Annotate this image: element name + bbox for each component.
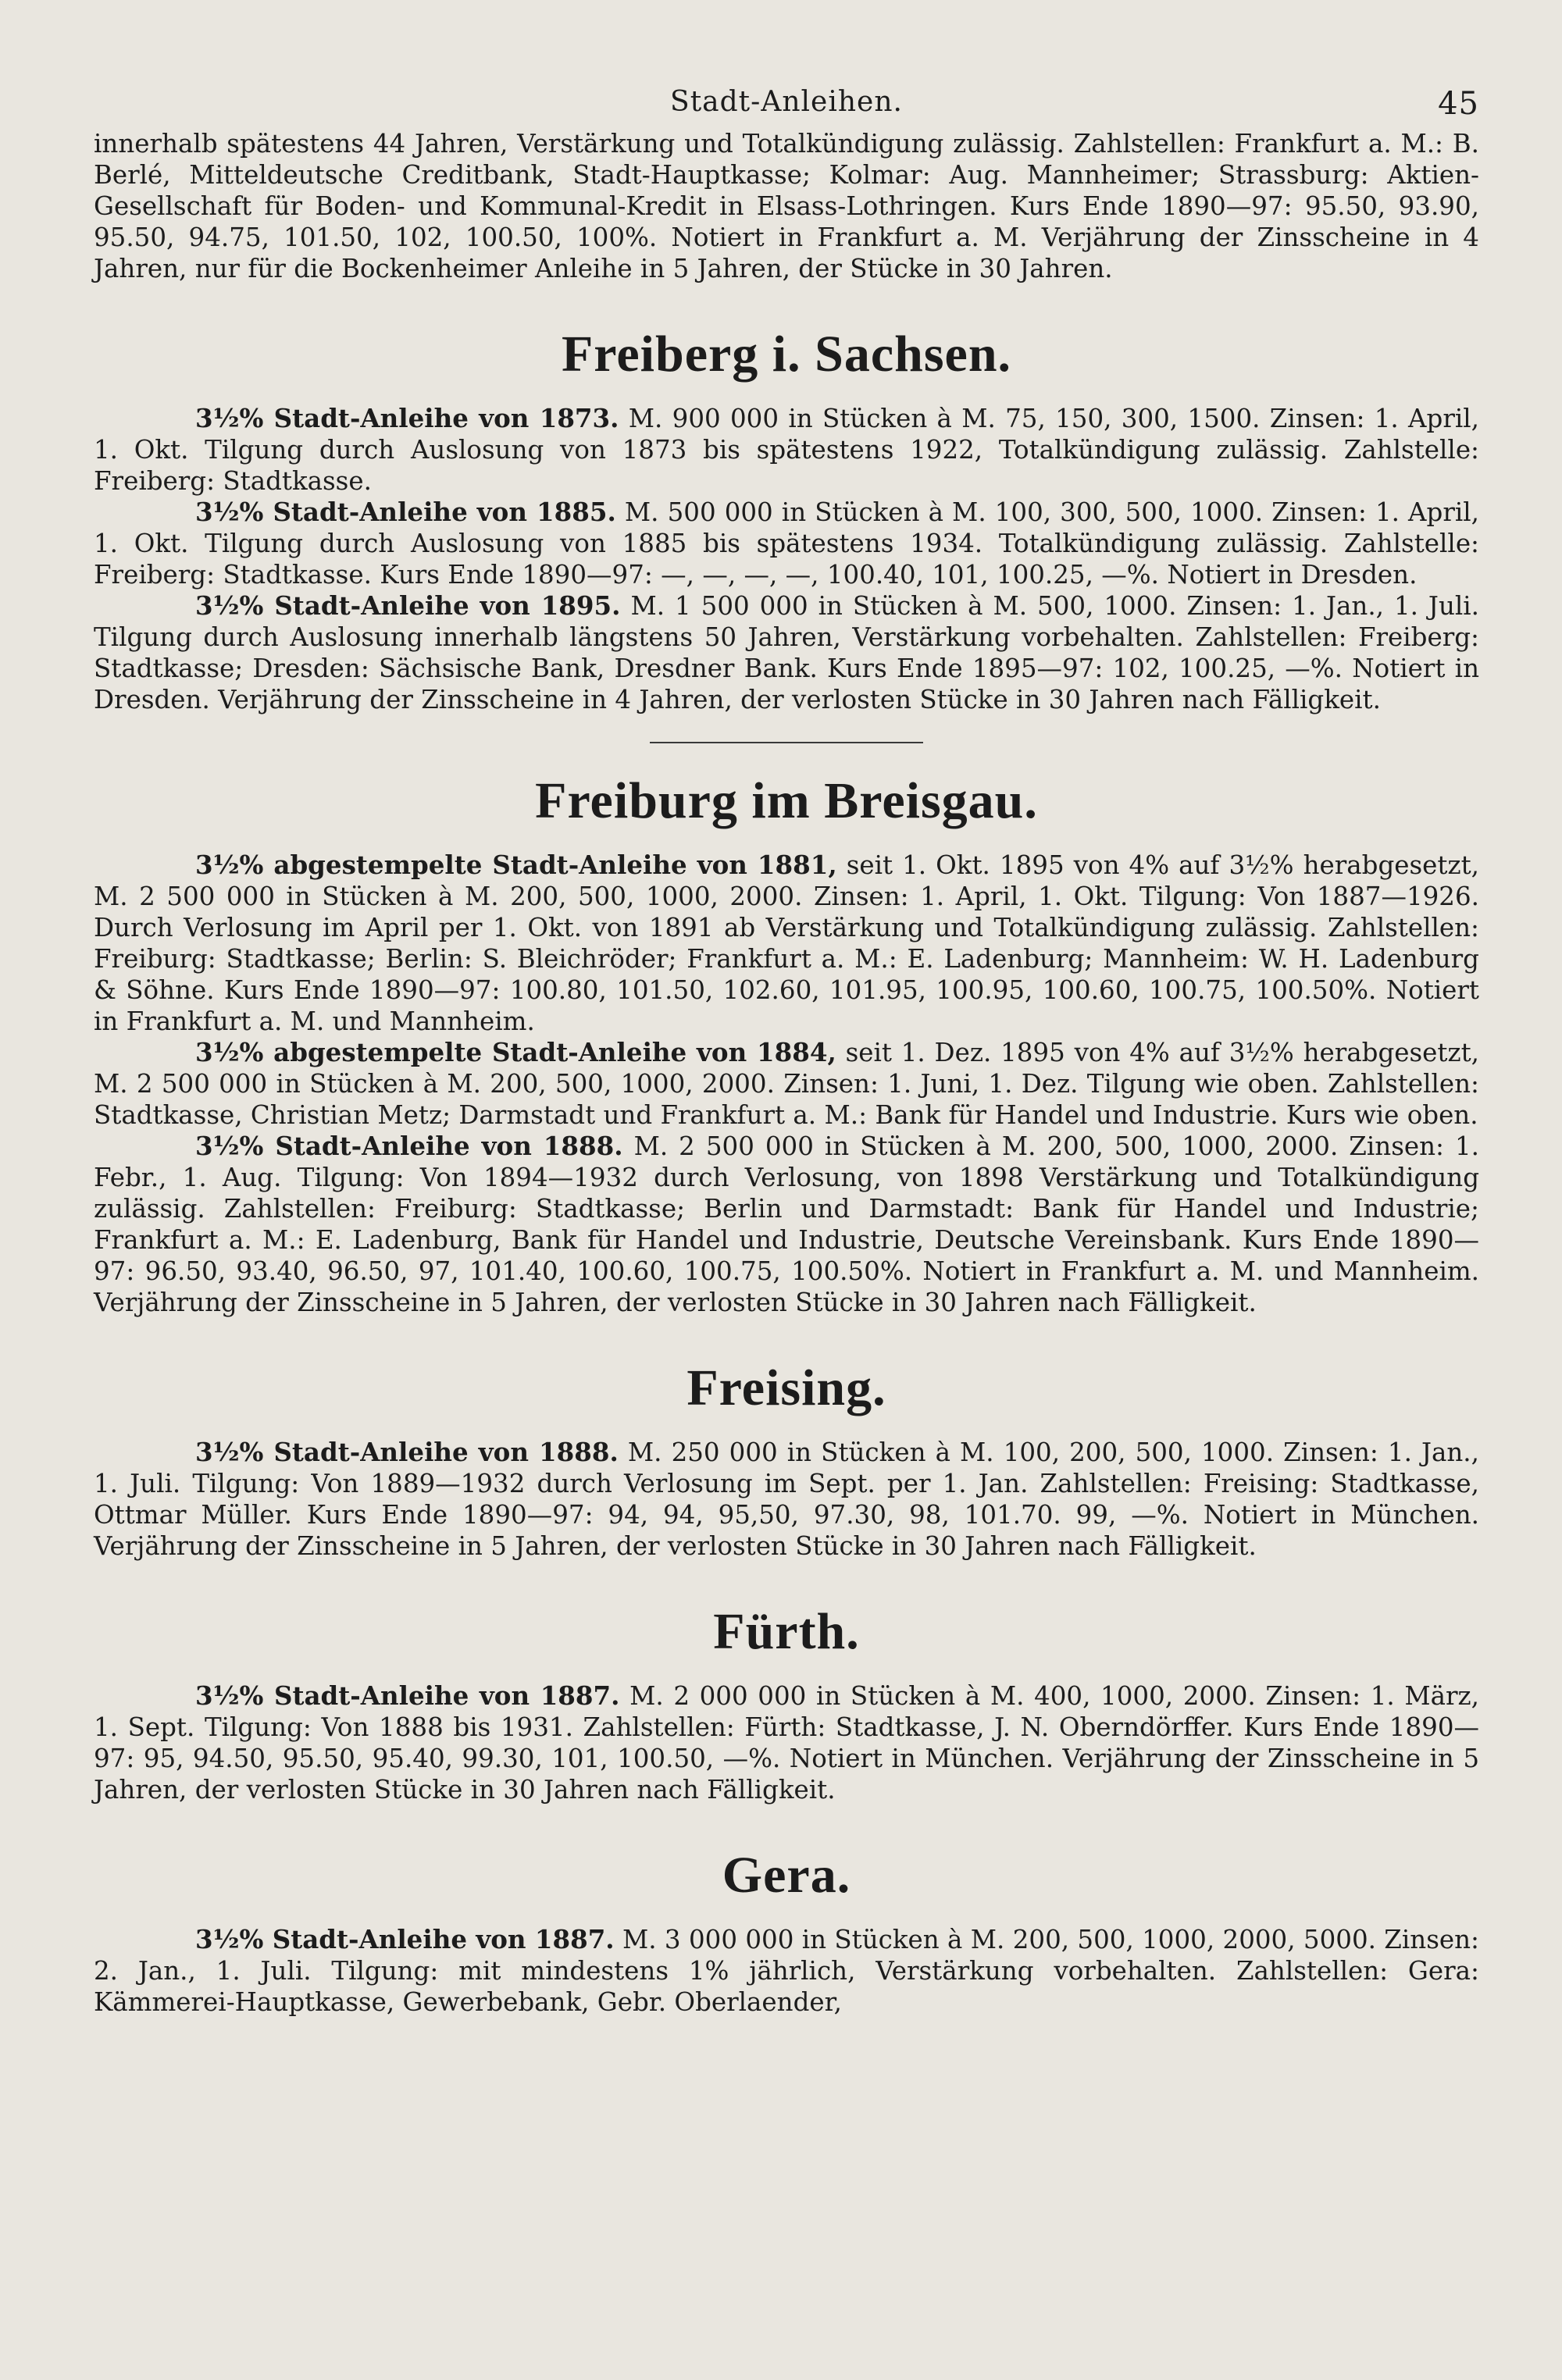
- entry-freiburg-1881: [94, 850, 1479, 1037]
- intro-paragraph: innerhalb spätestens 44 Jahren, Verstärkung und Totalkündigung zulässig. Zahlstellen: Frankfurt a. M.: B. Berlé, Mitteldeutsche Creditbank, Stadt-Hauptkasse; Kolmar: Aug. Mannheimer; Strassburg: Aktien-Gesellschaft für Boden- und Kommunal-Kredit in Elsass-Lothringen. Kurs Ende 1890—97: 95.50, 93.90, 95.50, 94.75, 101.50, 102, 100.50, 100%. Notiert in Frankfurt a. M. Verjährung der Zinsscheine in 4 Jahren, nur für die Bockenheimer Anleihe in 5 Jahren, der Stücke in 30 Jahren.: [94, 129, 1479, 283]
- entry-freising-1888: [94, 1437, 1479, 1562]
- entry-text: seit 1. Dez. 1895 von 4% auf 3½% herabgesetzt, M. 2 500 000 in Stücken à M. 200, 500, 1000, 2000. Zinsen: 1. Juni, 1. Dez. Tilgung wie oben. Zahlstellen: Stadtkasse, Christian Metz; Darmstadt und Frankfurt a. M.: Bank für Handel und Industrie. Kurs wie oben.: [94, 1038, 1479, 1130]
- entry-title: 3½% abgestempelte Stadt-Anleihe von 1881,: [195, 850, 837, 880]
- entry-freiburg-1888: [94, 1131, 1479, 1318]
- entry-title: 3½% abgestempelte Stadt-Anleihe von 1884,: [195, 1037, 836, 1067]
- entry-fuerth-1887: [94, 1680, 1479, 1805]
- entry-gera-1887: [94, 1924, 1479, 2018]
- entry-title: 3½% Stadt-Anleihe von 1887.: [195, 1680, 620, 1711]
- running-head: [94, 86, 1479, 128]
- entry-text: M. 900 000 in Stücken à M. 75, 150, 300, 1500. Zinsen: 1. April, 1. Okt. Tilgung durch Auslosung von 1873 bis spätestens 1922, Totalkündigung zulässig. Zahlstelle: Freiberg: Stadtkasse.: [94, 404, 1479, 496]
- entry-title: 3½% Stadt-Anleihe von 1895.: [195, 590, 621, 621]
- entry-text: M. 2 500 000 in Stücken à M. 200, 500, 1000, 2000. Zinsen: 1. Febr., 1. Aug. Tilgung: Von 1894—1932 durch Verlosung, von 1898 Verstärkung und Totalkündigung zulässig. Zahlstellen: Freiburg: Stadtkasse; Berlin und Darmstadt: Bank für Handel und Industrie; Frankfurt a. M.: E. Ladenburg, Bank für Handel und Industrie, Deutsche Vereinsbank. Kurs Ende 1890—97: 96.50, 93.40, 96.50, 97, 101.40, 100.60, 100.75, 100.50%. Notiert in Frankfurt a. M. und Mannheim. Verjährung der Zinsscheine in 5 Jahren, der verlosten Stücke in 30 Jahren nach Fälligkeit.: [94, 1131, 1479, 1317]
- entry-freiberg-1885: [94, 497, 1479, 590]
- heading-gera: Gera.: [722, 1847, 851, 1904]
- page-number: 45: [1438, 86, 1479, 122]
- entry-text: M. 500 000 in Stücken à M. 100, 300, 500, 1000. Zinsen: 1. April, 1. Okt. Tilgung durch Auslosung von 1885 bis spätestens 1934. Totalkündigung zulässig. Zahlstelle: Freiberg: Stadtkasse. Kurs Ende 1890—97: —, —, —, —, 100.40, 101, 100.25, —%. Notiert in Dresden.: [94, 497, 1479, 590]
- heading-freiberg: Freiberg i. Sachsen.: [561, 326, 1012, 383]
- heading-freising: Freising.: [686, 1359, 886, 1416]
- entry-freiberg-1873: [94, 403, 1479, 497]
- entry-text: M. 250 000 in Stücken à M. 100, 200, 500, 1000. Zinsen: 1. Jan., 1. Juli. Tilgung: Von 1889—1932 durch Verlosung im Sept. per 1. Jan. Zahlstellen: Freising: Stadtkasse, Ottmar Müller. Kurs Ende 1890—97: 94, 94, 95,50, 97.30, 98, 101.70. 99, —%. Notiert in München. Verjährung der Zinsscheine in 5 Jahren, der verlosten Stücke in 30 Jahren nach Fälligkeit.: [94, 1438, 1479, 1561]
- running-title: Stadt-Anleihen.: [670, 86, 903, 118]
- entry-freiberg-1895: [94, 590, 1479, 715]
- entry-title: 3½% Stadt-Anleihe von 1885.: [195, 497, 616, 527]
- entry-freiburg-1884: [94, 1037, 1479, 1131]
- entry-title: 3½% Stadt-Anleihe von 1888.: [195, 1437, 619, 1467]
- entry-text: M. 3 000 000 in Stücken à M. 200, 500, 1000, 2000, 5000. Zinsen: 2. Jan., 1. Juli. Tilgung: mit mindestens 1% jährlich, Verstärkung vorbehalten. Zahlstellen: Gera: Kämmerei-Hauptkasse, Gewerbebank, Gebr. Oberlaender,: [94, 1925, 1479, 2017]
- entry-title: 3½% Stadt-Anleihe von 1873.: [195, 403, 619, 433]
- entry-text: seit 1. Okt. 1895 von 4% auf 3½% herabgesetzt, M. 2 500 000 in Stücken à M. 200, 500, 1000, 2000. Zinsen: 1. April, 1. Okt. Tilgung: Von 1887—1926. Durch Verlosung im April per 1. Okt. von 1891 ab Verstärkung und Totalkündigung zulässig. Zahlstellen: Freiburg: Stadtkasse; Berlin: S. Bleichröder; Frankfurt a. M.: E. Ladenburg; Mannheim: W. H. Ladenburg & Söhne. Kurs Ende 1890—97: 100.80, 101.50, 102.60, 101.95, 100.95, 100.60, 100.75, 100.50%. Notiert in Frankfurt a. M. und Mannheim.: [94, 850, 1479, 1036]
- entry-title: 3½% Stadt-Anleihe von 1887.: [195, 1924, 615, 1954]
- heading-freiburg: Freiburg im Breisgau.: [535, 772, 1038, 829]
- entry-text: M. 1 500 000 in Stücken à M. 500, 1000. Zinsen: 1. Jan., 1. Juli. Tilgung durch Auslosung innerhalb längstens 50 Jahren, Verstärkung vorbehalten. Zahlstellen: Freiberg: Stadtkasse; Dresden: Sächsische Bank, Dresdner Bank. Kurs Ende 1895—97: 102, 100.25, —%. Notiert in Dresden. Verjährung der Zinsscheine in 4 Jahren, der verlosten Stücke in 30 Jahren nach Fälligkeit.: [94, 591, 1479, 714]
- heading-fuerth: Fürth.: [713, 1603, 860, 1660]
- entry-title: 3½% Stadt-Anleihe von 1888.: [195, 1131, 623, 1161]
- entry-text: M. 2 000 000 in Stücken à M. 400, 1000, 2000. Zinsen: 1. März, 1. Sept. Tilgung: Von 1888 bis 1931. Zahlstellen: Fürth: Stadtkasse, J. N. Oberndörffer. Kurs Ende 1890—97: 95, 94.50, 95.50, 95.40, 99.30, 101, 100.50, —%. Notiert in München. Verjährung der Zinsscheine in 5 Jahren, der verlosten Stücke in 30 Jahren nach Fälligkeit.: [94, 1681, 1479, 1805]
